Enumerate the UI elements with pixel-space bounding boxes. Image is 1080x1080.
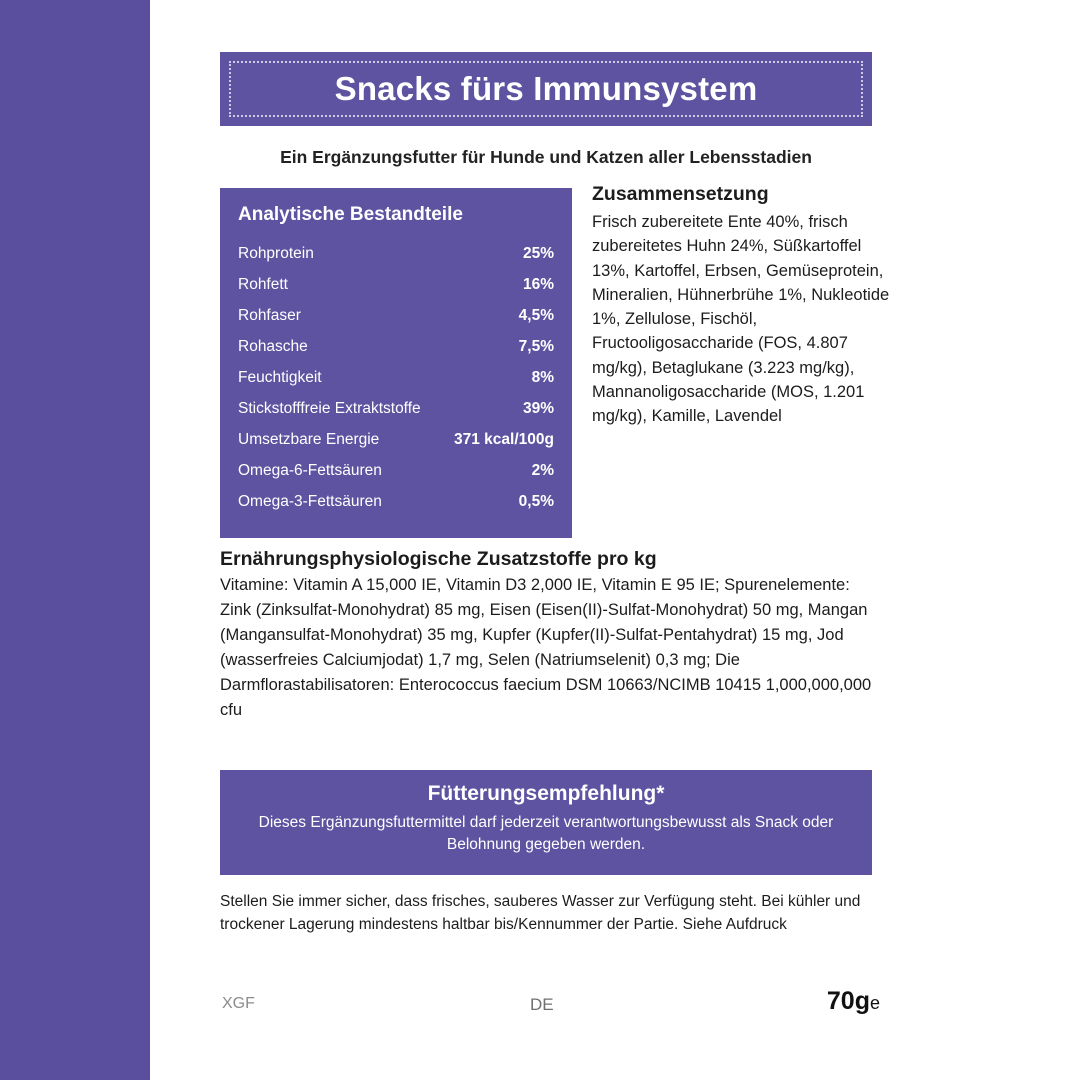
table-row xyxy=(238,238,554,269)
label-content xyxy=(220,0,1010,1080)
analytical-value: 16% xyxy=(522,275,554,293)
table-row xyxy=(238,269,554,300)
analytical-label: Rohasche xyxy=(238,337,308,355)
page-title: Snacks fürs Immunsystem xyxy=(334,70,758,107)
analytical-value: 4,5% xyxy=(518,306,554,324)
table-row xyxy=(238,455,554,486)
analytical-value: 25% xyxy=(522,244,554,262)
title-banner xyxy=(220,52,872,126)
table-row xyxy=(238,362,554,393)
analytical-value: 39% xyxy=(522,399,554,417)
analytical-heading: Analytische Bestandteile xyxy=(238,204,463,225)
estimated-sign: e xyxy=(869,993,880,1013)
footer-row xyxy=(220,985,880,1031)
product-code: XGF xyxy=(222,995,255,1012)
table-row xyxy=(238,486,554,517)
composition-text: Frisch zubereitete Ente 40%, frisch zubereitetes Huhn 24%, Süßkartoffel 13%, Kartoffel, Erbsen, Gemüseprotein, Mineralien, Hühnerbrühe 1%, Nukleotide 1%, Zellulose, Fischöl, Fructooligosaccharide (FOS, 4.807 mg/kg), Betaglukane (3.223 mg/kg), Mannanoligosaccharide (MOS, 1.201 mg/kg), Kamille, Lavendel xyxy=(592,213,890,425)
analytical-value: 7,5% xyxy=(518,337,554,355)
analytical-label: Rohprotein xyxy=(238,244,314,262)
composition-section xyxy=(592,183,892,428)
analytical-label: Omega-3-Fettsäuren xyxy=(238,492,382,510)
subtitle: Ein Ergänzungsfutter für Hunde und Katzen aller Lebensstadien xyxy=(280,147,812,167)
table-row xyxy=(238,331,554,362)
analytical-label: Rohfaser xyxy=(238,306,301,324)
storage-note: Stellen Sie immer sicher, dass frisches, sauberes Wasser zur Verfügung steht. Bei kühler und trockener Lagerung mindestens haltbar bis/Kennummer der Partie. Siehe Aufdruck xyxy=(220,893,861,934)
analytical-label: Omega-6-Fettsäuren xyxy=(238,461,382,479)
analytical-constituents-panel xyxy=(220,188,572,538)
net-weight-value: 70g xyxy=(826,987,870,1015)
table-row xyxy=(238,300,554,331)
additives-text: Vitamine: Vitamin A 15,000 IE, Vitamin D3 2,000 IE, Vitamin E 95 IE; Spurenelemente: Zink (Zinksulfat-Monohydrat) 85 mg, Eisen (Eisen(II)-Sulfat-Monohydrat) 50 mg, Mangan (Mangansulfat-Monohydrat) 35 mg, Kupfer (Kupfer(II)-Sulfat-Pentahydrat) 15 mg, Jod (wasserfreies Calciumjodat) 1,7 mg, Selen (Natriumselenit) 0,3 mg; Die Darmflorastabilisatoren: Enterococcus faecium DSM 10663/NCIMB 10415 1,000,000,000 cfu xyxy=(220,576,872,720)
country-code: DE xyxy=(530,995,554,1014)
feeding-recommendation-panel xyxy=(220,770,872,875)
analytical-label: Feuchtigkeit xyxy=(238,368,322,386)
net-weight xyxy=(827,987,880,1016)
analytical-label: Rohfett xyxy=(238,275,288,293)
feeding-heading: Fütterungsempfehlung* xyxy=(427,782,665,805)
table-row xyxy=(238,393,554,424)
label-page xyxy=(150,0,1080,1080)
table-row xyxy=(238,424,554,455)
nutritional-additives-section xyxy=(220,548,880,723)
analytical-value: 0,5% xyxy=(518,492,554,510)
analytical-label: Stickstofffreie Extraktstoffe xyxy=(238,399,421,417)
analytical-value: 371 kcal/100g xyxy=(454,430,554,448)
analytical-value: 2% xyxy=(531,461,554,479)
feeding-text: Dieses Ergänzungsfuttermittel darf jederzeit verantwortungsbewusst als Snack oder Belohnung gegeben werden. xyxy=(258,814,834,853)
analytical-value: 8% xyxy=(531,368,554,386)
additives-heading: Ernährungsphysiologische Zusatzstoffe pro kg xyxy=(220,548,657,570)
analytical-label: Umsetzbare Energie xyxy=(238,430,380,448)
composition-heading: Zusammensetzung xyxy=(592,183,769,205)
